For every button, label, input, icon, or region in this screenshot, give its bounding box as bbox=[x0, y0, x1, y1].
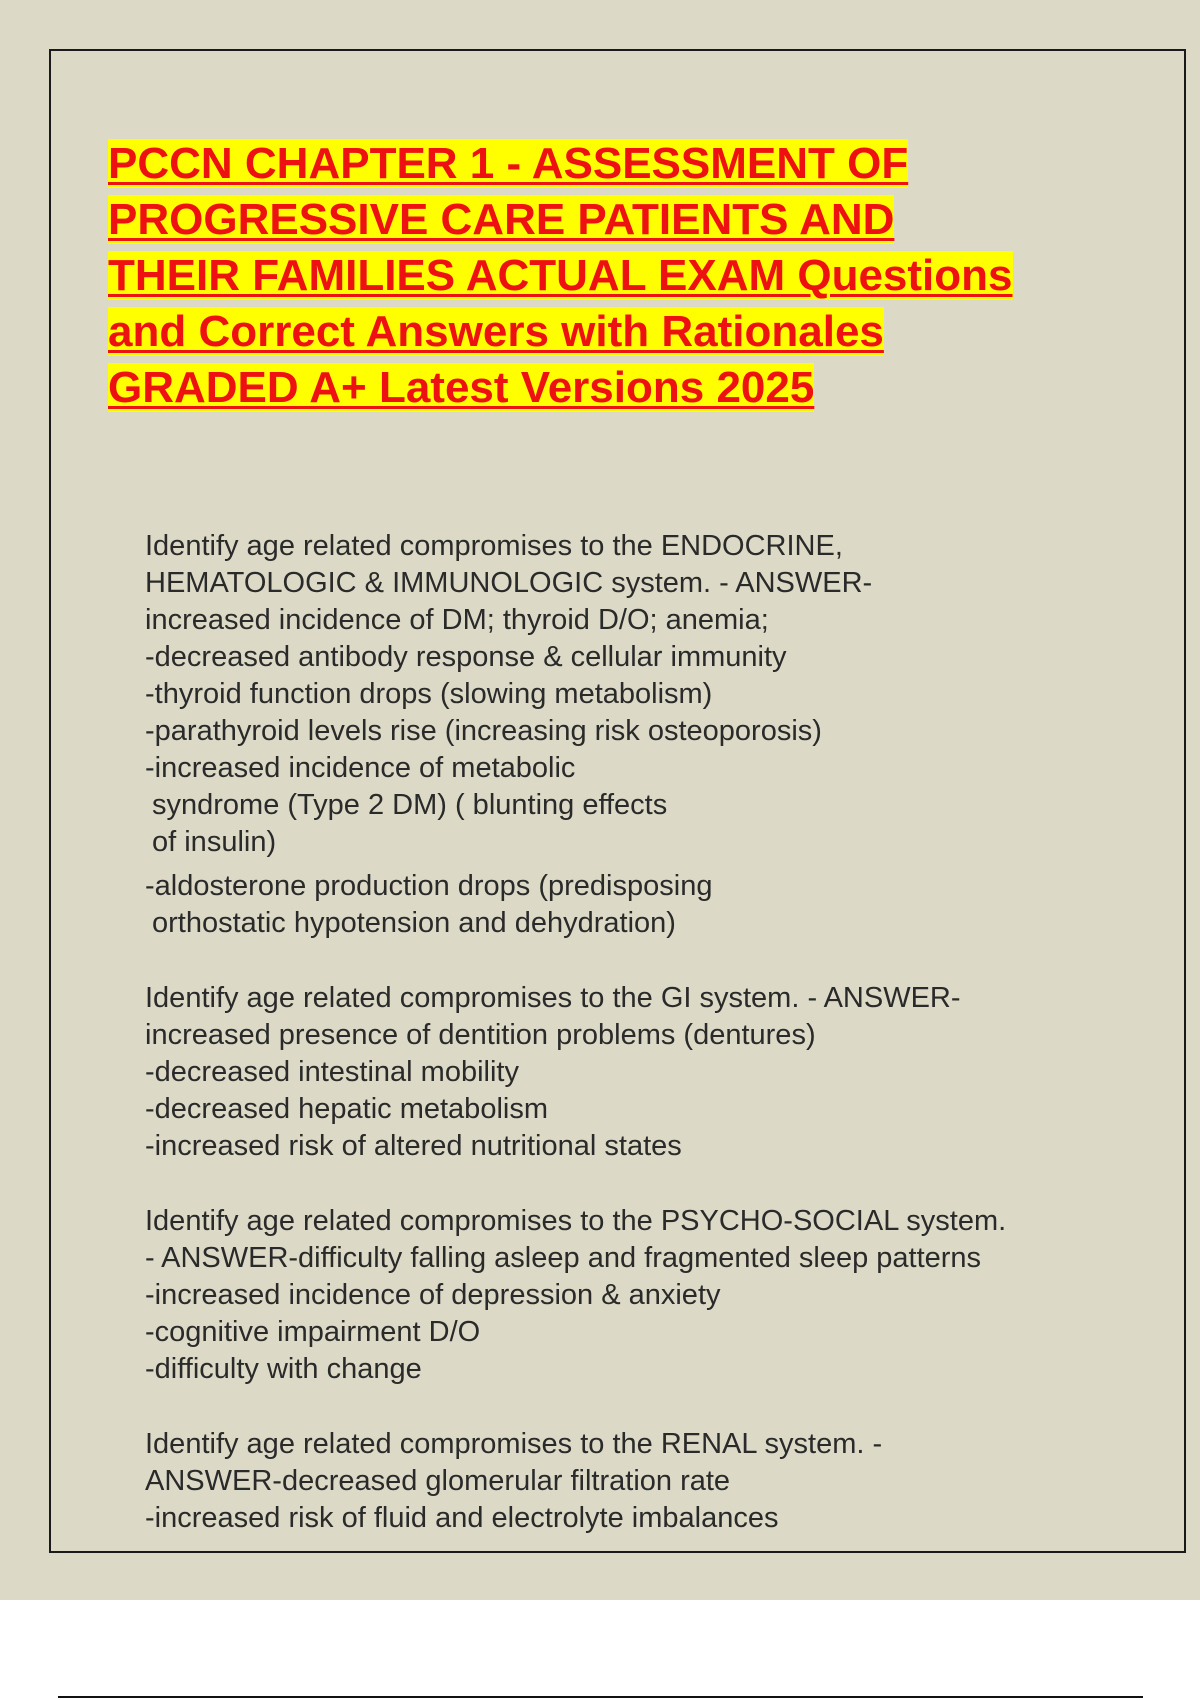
title-line: PROGRESSIVE CARE PATIENTS AND bbox=[108, 195, 895, 244]
answer-line: -increased incidence of metabolic bbox=[145, 752, 576, 784]
answer-line: orthostatic hypotension and dehydration) bbox=[152, 907, 676, 939]
answer-line: -decreased hepatic metabolism bbox=[145, 1093, 548, 1125]
title-line: PCCN CHAPTER 1 - ASSESSMENT OF bbox=[108, 139, 909, 188]
answer-line: -decreased intestinal mobility bbox=[145, 1056, 519, 1088]
answer-line: -parathyroid levels rise (increasing risk osteoporosis) bbox=[145, 715, 822, 747]
answer-line: increased incidence of DM; thyroid D/O; anemia; bbox=[145, 604, 769, 636]
question-line: Identify age related compromises to the PSYCHO-SOCIAL system. bbox=[145, 1205, 1007, 1237]
answer-line: -increased risk of fluid and electrolyte imbalances bbox=[145, 1502, 779, 1534]
answer-line: -aldosterone production drops (predisposing bbox=[145, 870, 713, 902]
answer-line: of insulin) bbox=[152, 826, 277, 858]
answer-line: -thyroid function drops (slowing metabolism) bbox=[145, 678, 713, 710]
answer-line: ANSWER-decreased glomerular filtration rate bbox=[145, 1465, 731, 1497]
title-line: GRADED A+ Latest Versions 2025 bbox=[108, 363, 815, 412]
qa-renal bbox=[145, 1426, 1145, 1537]
question-line: Identify age related compromises to the GI system. - ANSWER- bbox=[145, 982, 961, 1014]
qa-gi bbox=[145, 980, 1145, 1165]
answer-line: syndrome (Type 2 DM) ( blunting effects bbox=[152, 789, 668, 821]
footer-divider bbox=[58, 1696, 1143, 1698]
answer-line: - ANSWER-difficulty falling asleep and fragmented sleep patterns bbox=[145, 1242, 982, 1274]
document-title bbox=[108, 136, 1128, 416]
question-line: Identify age related compromises to the ENDOCRINE, bbox=[145, 530, 843, 562]
answer-line: increased presence of dentition problems (dentures) bbox=[145, 1019, 816, 1051]
question-line: HEMATOLOGIC & IMMUNOLOGIC system. - ANSWER- bbox=[145, 567, 873, 599]
answer-line: -increased risk of altered nutritional states bbox=[145, 1130, 682, 1162]
question-line: Identify age related compromises to the RENAL system. - bbox=[145, 1428, 883, 1460]
title-line: and Correct Answers with Rationales bbox=[108, 307, 884, 356]
answer-line: -cognitive impairment D/O bbox=[145, 1316, 481, 1348]
answer-line: -increased incidence of depression & anxiety bbox=[145, 1279, 721, 1311]
qa-psycho-social bbox=[145, 1203, 1145, 1388]
answer-line: -decreased antibody response & cellular immunity bbox=[145, 641, 787, 673]
title-line: THEIR FAMILIES ACTUAL EXAM Questions bbox=[108, 251, 1013, 300]
answer-line: -difficulty with change bbox=[145, 1353, 422, 1385]
qa-endocrine bbox=[145, 528, 1145, 942]
